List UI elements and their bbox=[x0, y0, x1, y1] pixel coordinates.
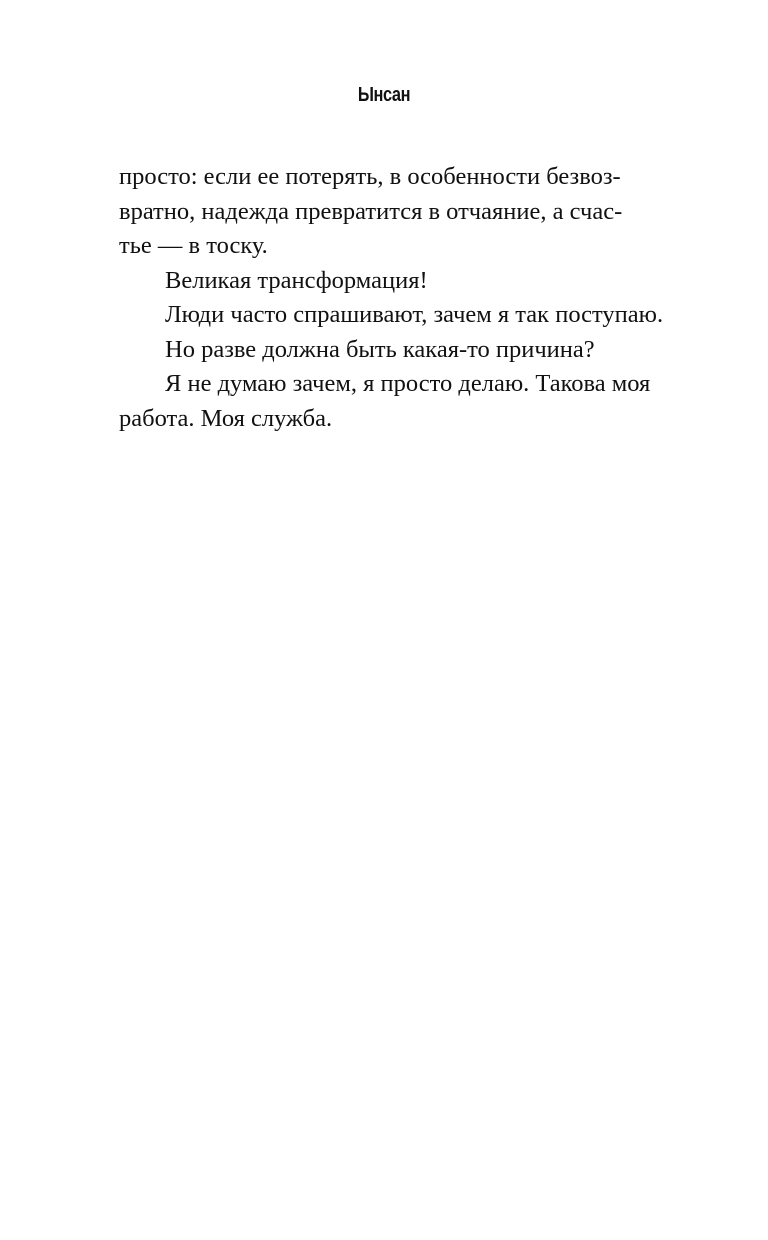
line: тье — в тоску. bbox=[119, 232, 268, 259]
line: вратно, надежда превратится в отчаяние, а счас- bbox=[119, 197, 623, 225]
paragraph-3 bbox=[119, 298, 679, 333]
line: работа. Моя служба. bbox=[119, 404, 333, 432]
line: Я не думаю зачем, я просто делаю. Такова моя bbox=[165, 370, 651, 397]
paragraph-5 bbox=[119, 367, 679, 436]
paragraph-4 bbox=[119, 333, 679, 368]
body-text bbox=[119, 160, 679, 436]
paragraph-1 bbox=[119, 160, 679, 264]
running-head: Ынсан bbox=[357, 84, 411, 106]
line: Но разве должна быть какая-то причина? bbox=[165, 335, 595, 363]
line: просто: если ее потерять, в особенности безвоз- bbox=[119, 163, 621, 190]
line: Люди часто спрашивают, зачем я так поступаю. bbox=[165, 301, 664, 328]
paragraph-2 bbox=[119, 264, 679, 299]
line: Великая трансформация! bbox=[165, 266, 428, 294]
